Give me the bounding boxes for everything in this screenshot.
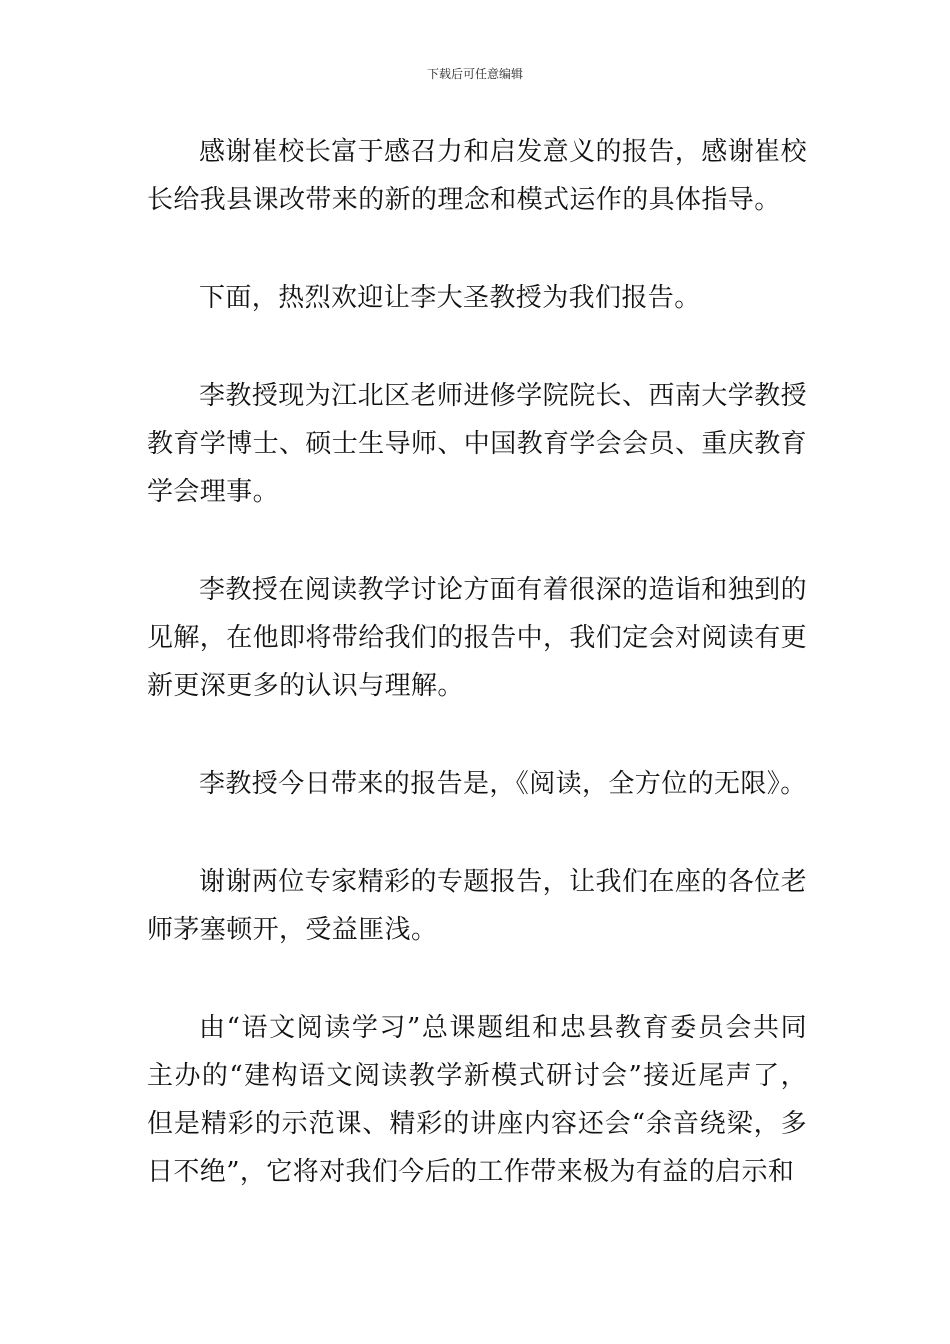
paragraph-thanks-cui: 感谢崔校长富于感召力和启发意义的报告，感谢崔校长给我县课改带来的新的理念和模式运作的具体指导。 [147, 137, 807, 215]
paragraph-thanks-experts: 谢谢两位专家精彩的专题报告，让我们在座的各位老师茅塞顿开，受益匪浅。 [147, 867, 807, 945]
paragraph-welcome-li: 下面，热烈欢迎让李大圣教授为我们报告。 [199, 283, 701, 313]
page-header: 下载后可任意编辑 [426, 67, 523, 81]
paragraph-li-titles: 李教授现为江北区老师进修学院院长、西南大学教授教育学博士、硕士生导师、中国教育学会会员、重庆教育学会理事。 [147, 381, 808, 507]
paragraph-report-title: 李教授今日带来的报告是，《阅读，全方位的无限》。 [199, 769, 807, 799]
paragraph-closing: 由“语文阅读学习”总课题组和忠县教育委员会共同主办的“建构语文阅读教学新模式研讨会”接近尾声了，但是精彩的示范课、精彩的讲座内容还会“余音绕梁，多日不绝”，它将对我们今后的工作带来极为有益的启示和 [147, 1013, 807, 1187]
document-body [147, 128, 807, 1246]
paragraph-li-expertise: 李教授在阅读教学讨论方面有着很深的造诣和独到的见解，在他即将带给我们的报告中，我们定会对阅读有更新更深更多的认识与理解。 [147, 575, 808, 701]
